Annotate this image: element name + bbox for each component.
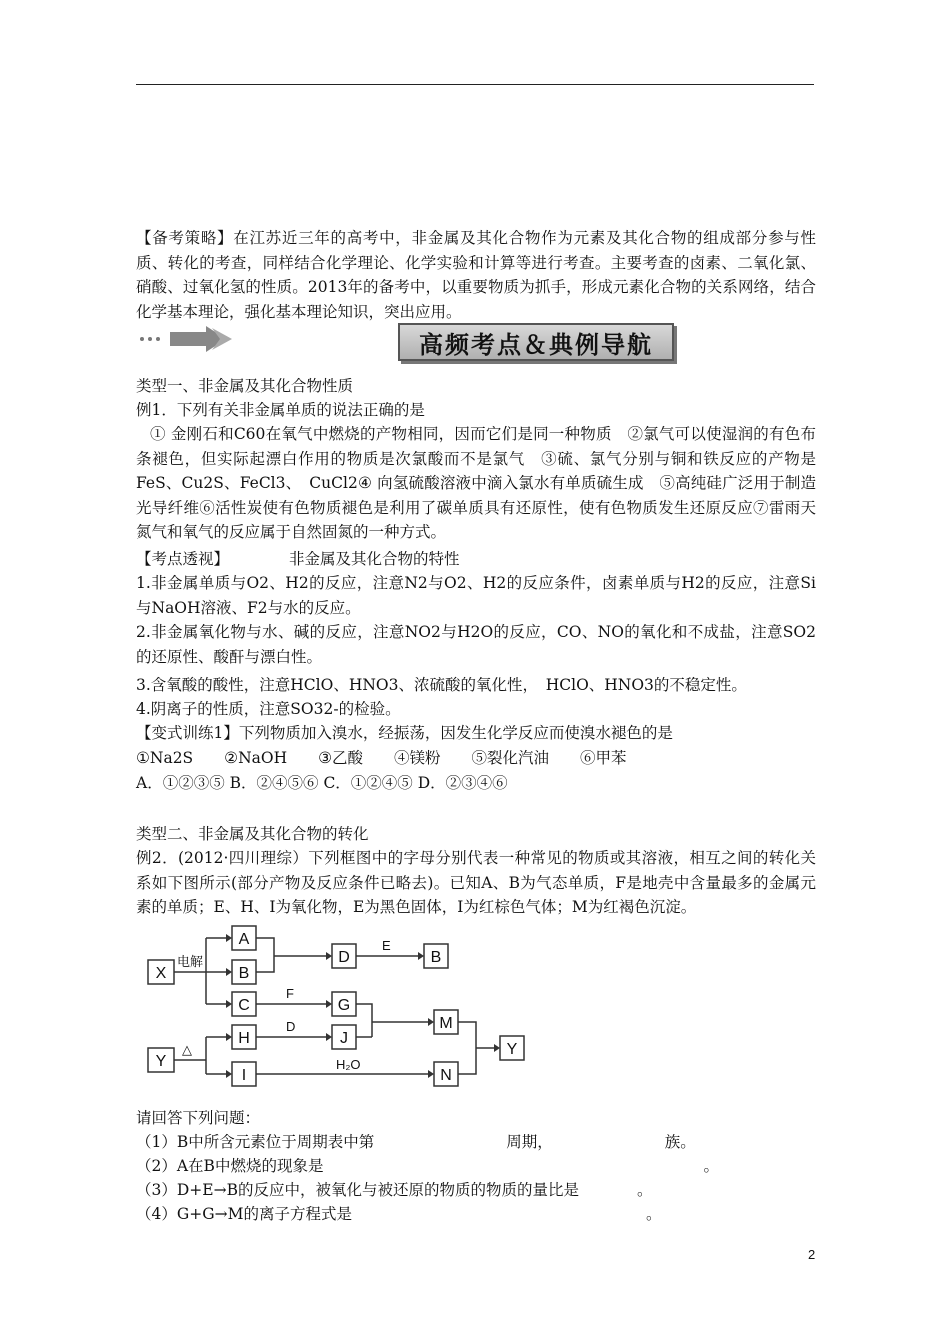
label-e: E [382,938,391,953]
node-n: N [440,1067,452,1084]
question-3-part-a: （3）D+E→B的反应中，被氧化与被还原的物质的物质的量比是 [136,1181,579,1199]
question-2-part-a: （2）A在B中燃烧的现象是 [136,1157,324,1175]
transformation-diagram [146,920,526,1104]
node-i: I [241,1067,247,1084]
question-4-part-a: （4）G+G→M的离子方程式是 [136,1205,352,1223]
page-number: 2 [808,1247,816,1262]
example1-body: ① 金刚石和C60在氧气中燃烧的产物相同，因而它们是同一种物质 ②氯气可以使湿润的有色布条褪色，但实际起漂白作用的物质是次氯酸而不是氯气 ③硫、氯气分别与铜和铁反应的产物是FeS、Cu2S、FeCl3、 CuCl2④ 向氢硫酸溶液中滴入氯水有单质硫生成 ⑤高纯硅广泛用于制造光导纤维⑥活性炭使有色物质褪色是利用了碳单质具有还原性，使有色物质发生还原反应⑦雷雨天氮气和氧气的反应属于自然固氮的一种方式。 [136,425,816,541]
answer-prompt: 请回答下列问题： [136,1109,261,1127]
question-1-part-b: 周期， [506,1133,553,1151]
node-m: M [439,1015,453,1032]
focus-label: 【考点透视】 [136,550,230,568]
label-f: F [286,986,294,1001]
question-4-part-b: 。 [645,1205,662,1223]
example2-body: 例2．(2012·四川理综）下列框图中的字母分别代表一种常见的物质或其溶液，相互之间的转化关系如下图所示(部分产物及反应条件已略去)。已知A、B为气态单质，F是地壳中含量最多的金属元素的单质；E、H、I为氧化物，E为黑色固体，I为红棕色气体；M为红褐色沉淀。 [136,849,816,916]
label-electrolysis: 电解 [177,954,204,969]
node-b-right: B [430,949,442,966]
section-banner [136,322,816,362]
node-y-right: Y [506,1041,518,1058]
node-g: G [337,997,351,1014]
question-3 [136,1178,653,1200]
node-b: B [238,965,250,982]
node-a: A [238,931,250,948]
point-3: 3.含氧酸的酸性，注意HClO、HNO3、浓硫酸的氧化性， HClO、HNO3的不稳定性。 [136,676,747,694]
banner-title: 高频考点＆典例导航 [398,323,674,361]
example1-title: 例1．下列有关非金属单质的说法正确的是 [136,401,425,419]
point-2: 2.非金属氧化物与水、碱的反应，注意NO2与H2O的反应，CO、NO的氧化和不成盐，注意SO2的还原性、酸酐与漂白性。 [136,623,816,666]
node-h: H [238,1030,250,1047]
question-2 [136,1154,719,1176]
question-1-part-c: 族。 [664,1133,696,1151]
label-d: D [286,1019,296,1034]
question-1 [136,1130,696,1152]
question-1-part-a: （1）B中所含元素位于周期表中第 [136,1133,375,1151]
node-y: Y [155,1053,167,1070]
focus-line [136,547,460,569]
node-c: C [238,997,250,1014]
focus-title: 非金属及其化合物的特性 [289,550,460,568]
point-4: 4.阴离子的性质，注意SO32-的检验。 [136,700,401,718]
question-3-part-b: 。 [636,1181,653,1199]
strategy-paragraph: 【备考策略】在江苏近三年的高考中，非金属及其化合物作为元素及其化合物的组成部分参与性质、转化的考查，同样结合化学理论、化学实验和计算等进行考查。主要考查的卤素、二氧化氯、硝酸、过氧化氢的性质。2013年的备考中，以重要物质为抓手，形成元素化合物的关系网络，结合化学基本理论，强化基本理论知识，突出应用。 [136,229,816,321]
practice-options: A．①②③⑤ B．②④⑤⑥ C．①②④⑤ D．②③④⑥ [136,774,508,792]
point-1: 1.非金属单质与O2、H2的反应，注意N2与O2、H2的反应条件，卤素单质与H2的反应，注意Si与NaOH溶液、F2与水的反应。 [136,574,816,617]
question-4 [136,1202,662,1224]
type1-heading: 类型一、非金属及其化合物性质 [136,377,354,395]
label-heat: △ [182,1042,192,1057]
header-rule [136,84,814,85]
node-j: J [340,1030,348,1047]
practice-title: 【变式训练1】下列物质加入溴水，经振荡，因发生化学反应而使溴水褪色的是 [136,724,673,742]
type2-heading: 类型二、非金属及其化合物的转化 [136,825,369,843]
question-2-part-b: 。 [703,1157,719,1175]
practice-items: ①Na2S ②NaOH ③乙酸 ④镁粉 ⑤裂化汽油 ⑥甲苯 [136,749,627,767]
node-x: X [155,965,167,982]
label-water: H₂O [336,1057,361,1072]
node-d: D [338,949,350,966]
